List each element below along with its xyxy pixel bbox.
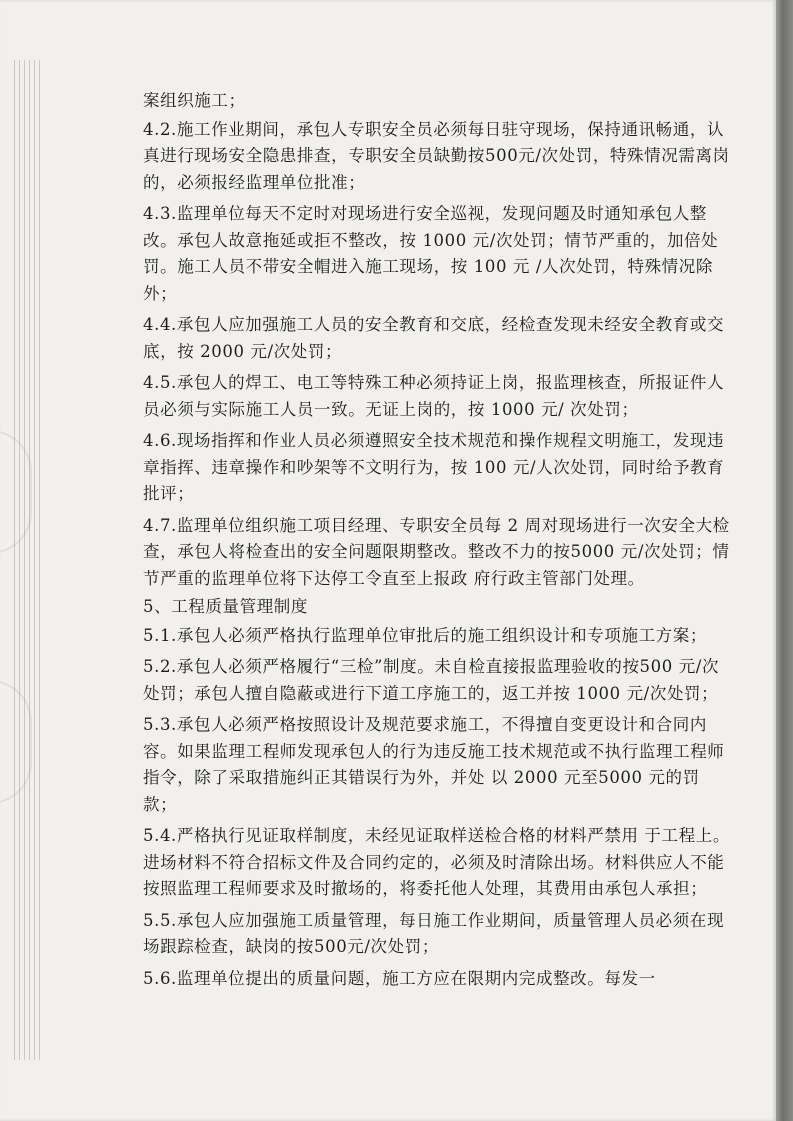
paragraph: 4.2.施工作业期间，承包人专职安全员必须每日驻守现场，保持通讯畅通，认真进行现场安全隐患排查，专职安全员缺勤按500元/次处罚，特殊情况需离岗的，必须报经监理单位批准； — [143, 119, 730, 192]
paragraph: 4.3.监理单位每天不定时对现场进行安全巡视，发现问题及时通知承包人整改。承包人故意拖延或拒不整改，按 1000 元/次处罚；情节严重的，加倍处罚。施工人员不带安全帽进入施工现场，按 100 元 /人次处罚，特殊情况除外； — [143, 204, 719, 303]
binding-edge-lines — [10, 60, 50, 1060]
paragraph: 4.7.监理单位组织施工项目经理、专职安全员每 2 周对现场进行一次安全大检查，承包人将检查出的安全问题限期整改。整改不力的按5000 元/次处罚；情节严重的监理单位将下达停工令直至上报政 府行政主管部门处理。 — [143, 515, 730, 588]
paragraph: 5.2.承包人必须严格履行“三检”制度。未自检直接报监理验收的按500 元/次处罚；承包人擅自隐蔽或进行下道工序施工的，返工并按 1000 元/次处罚； — [143, 657, 720, 703]
paragraph: 5.6.监理单位提出的质量问题，施工方应在限期内完成整改。每发一 — [143, 968, 656, 988]
paragraph: 5.3.承包人必须严格按照设计及规范要求施工，不得擅自变更设计和合同内容。如果监理工程师发现承包人的行为违反施工技术规范或不执行监理工程师指令，除了采取措施纠正其错误行为外，并处 以 2000 元至5000 元的罚款； — [143, 715, 725, 814]
paragraph: 4.5.承包人的焊工、电工等特殊工种必须持证上岗，报监理核查，所报证件人员必须与实际施工人员一致。无证上岗的，按 1000 元/ 次处罚； — [143, 373, 725, 419]
paragraph: 5.4.严格执行见证取样制度，未经见证取样送检合格的材料严禁用 于工程上。进场材料不符合招标文件及合同约定的，必须及时清除出场。材料供应人不能按照监理工程师要求及时撤场的，将委托他人处理，其费用由承包人承担； — [143, 826, 730, 898]
document-body — [143, 88, 733, 997]
paragraph: 4.4.承包人应加强施工人员的安全教育和交底，经检查发现未经安全教育或交底，按 2000 元/次处罚； — [143, 315, 725, 361]
paragraph: 4.6.现场指挥和作业人员必须遵照安全技术规范和操作规程文明施工，发现违章指挥、违章操作和吵架等不文明行为，按 100 元/人次处罚，同时给予教育批评； — [143, 431, 725, 503]
section-heading: 5、工程质量管理制度 — [143, 597, 308, 616]
paragraph: 5.1.承包人必须严格执行监理单位审批后的施工组织设计和专项施工方案； — [143, 625, 707, 645]
paragraph: 案组织施工； — [143, 91, 246, 110]
scanner-edge — [776, 0, 793, 1121]
paragraph: 5.5.承包人应加强施工质量管理，每日施工作业期间，质量管理人员必须在现场跟踪检查，缺岗的按500元/次处罚； — [143, 910, 725, 956]
